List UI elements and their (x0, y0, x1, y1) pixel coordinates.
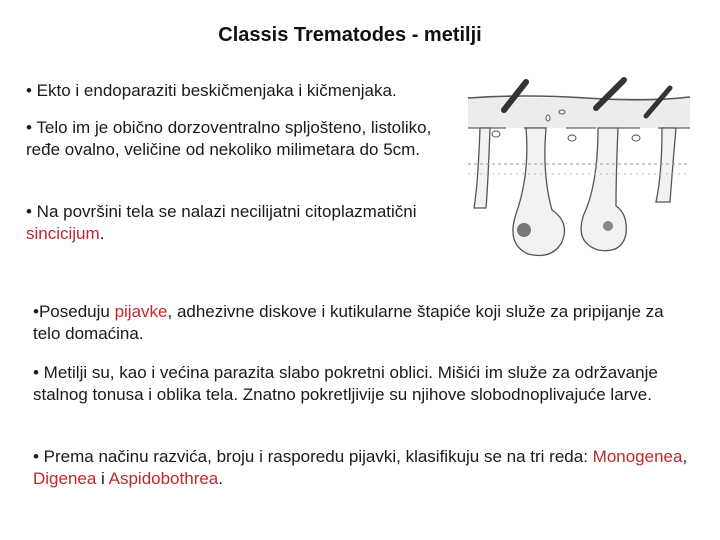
bullet-klasifikacija (33, 446, 693, 490)
bullet-povrsina (26, 201, 446, 245)
highlight-aspidobothrea: Aspidobothrea (108, 469, 219, 488)
tegument-syncytium-diagram-icon (466, 74, 692, 260)
bullet-text: i (96, 469, 109, 488)
bullet-text: , adhezivne diskove i kutikularne štapiće koji služe za pripijanje za telo domaćina. (33, 302, 664, 343)
page-title: Classis Trematodes - metilji (218, 24, 482, 46)
bullet-ektoparaziti: • Ekto i endoparaziti beskičmenjaka i kičmenjaka. (26, 81, 397, 100)
bullet-pokretljivost: • Metilji su, kao i većina parazita slabo pokretni oblici. Mišići im služe za održavanje stalnog tonusa i oblika tela. Znatno pokretljivije su njihove slobodnoplivajuće larve. (33, 363, 658, 404)
highlight-pijavke: pijavke (114, 302, 168, 321)
bullet-pijavke (33, 301, 693, 345)
bullet-telo: • Telo im je obično dorzoventralno spljošteno, listoliko, ređe ovalno, veličine od nekoliko milimetara do 5cm. (26, 118, 432, 159)
highlight-digenea: Digenea (33, 469, 97, 488)
bullet-text: •Poseduju (33, 302, 115, 321)
bullet-text: . (218, 469, 223, 488)
highlight-monogenea: Monogenea (592, 447, 683, 466)
bullet-text: , (682, 447, 688, 466)
bullet-text: . (99, 224, 105, 243)
bullet-text: • Na površini tela se nalazi necilijatni citoplazmatični (26, 202, 417, 221)
highlight-sincicijum: sincicijum (26, 224, 100, 243)
bullet-text: • Prema načinu razvića, broju i rasporedu pijavki, klasifikuju se na tri reda: (33, 447, 593, 466)
